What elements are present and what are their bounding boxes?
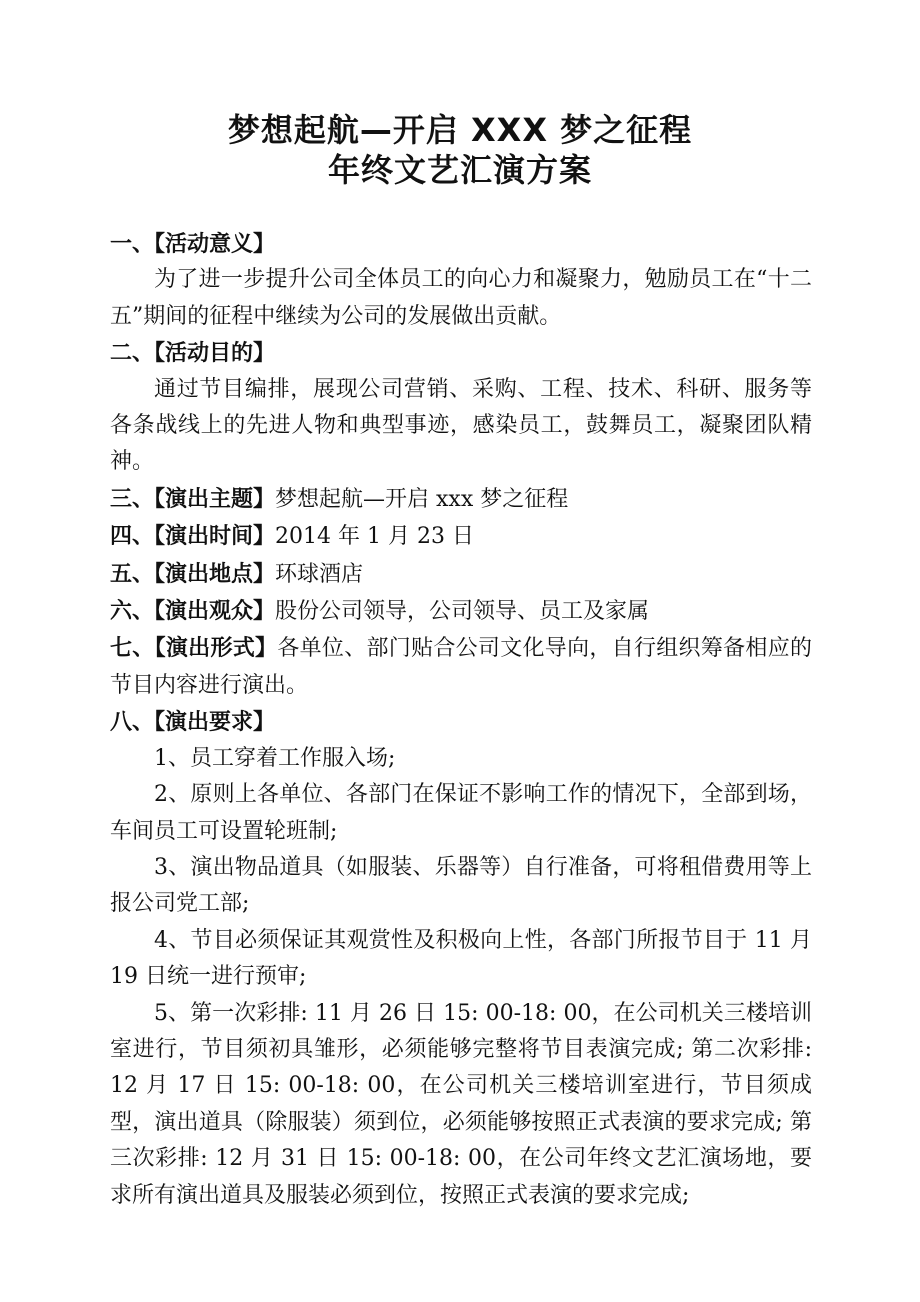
section-text-audience: 股份公司领导，公司领导、员工及家属 bbox=[275, 599, 650, 625]
document-body bbox=[110, 226, 812, 1214]
requirement-item-1: 1、员工穿着工作服入场; bbox=[154, 745, 396, 771]
section-heading-theme: 三、【演出主题】 bbox=[110, 485, 276, 512]
document-title-line1: 梦想起航—开启 XXX 梦之征程 bbox=[227, 111, 693, 149]
section-theme bbox=[110, 481, 812, 518]
requirement-item-5: 5、第一次彩排: 11 月 26 日 15: 00-18: 00，在公司机关三楼培训室进行，节目须初具雏形，必须能够完整将节目表演完成; 第二次彩排: 12 月 17 日 15: 00-18: 00，在公司机关三楼培训室进行，节目须成型，演出道具（除服装）须到位，必须能够按照正式表演的要求完成; 第三次彩排: 12 月 31 日 15: 00-18: 00，在公司年终文艺汇演场地，要求所有演出道具及服装必须到位，按照正式表演的要求完成; bbox=[110, 1000, 812, 1208]
section-heading-requirements: 八、【演出要求】 bbox=[110, 709, 276, 736]
section-heading-purpose: 二、【活动目的】 bbox=[110, 340, 276, 367]
section-text-venue: 环球酒店 bbox=[275, 561, 364, 587]
section-time bbox=[110, 518, 812, 555]
requirement-item-4: 4、节目必须保证其观赏性及积极向上性，各部门所报节目于 11 月 19 日统一进行预审; bbox=[110, 927, 812, 990]
section-heading-audience: 六、【演出观众】 bbox=[110, 598, 276, 625]
section-venue bbox=[110, 556, 812, 593]
section-text-theme: 梦想起航—开启 xxx 梦之征程 bbox=[275, 486, 569, 512]
section-format bbox=[110, 630, 812, 704]
section-text-time: 2014 年 1 月 23 日 bbox=[275, 524, 474, 550]
section-audience bbox=[110, 593, 812, 630]
section-heading-format: 七、【演出形式】 bbox=[110, 635, 278, 662]
section-heading-venue: 五、【演出地点】 bbox=[110, 560, 276, 587]
section-text-significance: 为了进一步提升公司全体员工的向心力和凝聚力，勉励员工在“十二五”期间的征程中继续为公司的发展做出贡献。 bbox=[110, 267, 812, 329]
requirement-item-3: 3、演出物品道具（如服装、乐器等）自行准备，可将租借费用等上报公司党工部; bbox=[110, 854, 812, 917]
section-text-purpose: 通过节目编排，展现公司营销、采购、工程、技术、科研、服务等各条战线上的先进人物和典型事迹，感染员工，鼓舞员工，凝聚团队精神。 bbox=[110, 376, 812, 475]
section-heading-significance: 一、【活动意义】 bbox=[110, 231, 276, 257]
section-heading-time: 四、【演出时间】 bbox=[110, 523, 276, 550]
requirement-item-2: 2、原则上各单位、各部门在保证不影响工作的情况下，全部到场，车间员工可设置轮班制; bbox=[110, 782, 812, 844]
section-text-format: 各单位、部门贴合公司文化导向，自行组织筹备相应的节目内容进行演出。 bbox=[110, 636, 812, 698]
document-title-line2: 年终文艺汇演方案 bbox=[327, 151, 592, 189]
